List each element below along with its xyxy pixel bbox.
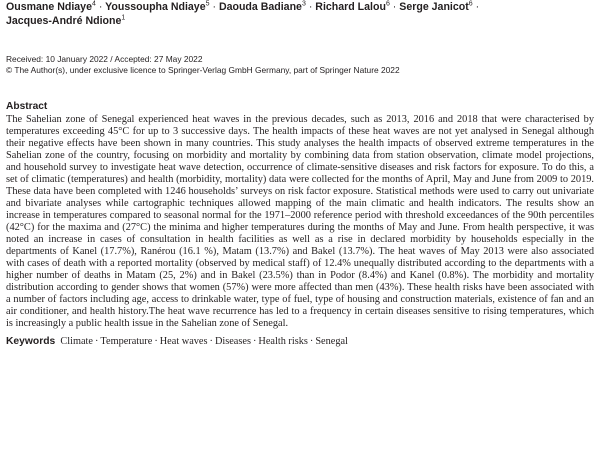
abstract-text: The Sahelian zone of Senegal experienced heat waves in the previous decades, such as 2013, 2016 and 2018 that were characterised by temperatures exceeding 45°C for up to 3 successive days. The health impacts of these heat waves are not yet analysed in Senegal although their negative effects have been shown in many countries. This study analyses the health impacts of observed extreme temperatures in the Sahelian zone of the country, focusing on morbidity and mortality by combining data from station observation, climate model projections, and household survey to investigate heat wave detection, occurrence of climate-sensitive diseases and risk factors for exposure. To do this, a set of climatic (temperatures) and health (morbidity, mortality) data were collected for the months of April, May and June from 2009 to 2019. These data have been completed with 1246 households’ surveys on risk factor exposure. Statistical methods were used to carry out univariate and bivariate analyses while cartographic techniques allowed mapping of the main climatic and health indicators. The results show an increase in temperatures compared to seasonal normal for the 1971–2000 reference period with threshold exceedances of the 90th percentiles (42°C) for the maxima and (27°C) the minima and higher temperatures during the months of May and June. From health perspective, it was noted an increase in cases of consultation in health facilities as well as a rise in declared morbidity by households especially in the departments of Kanel (17.7%), Ranérou (16.1 %), Matam (13.7%) and Bakel (13.7%). The heat waves of May 2013 were also associated with cases of death with a reported mortality (observed by medical staff) of 12.4% unequally distributed according to the departments with a higher number of deaths in Matam (25, 2%) and in Bakel (23.5%) than in Podor (8.4%) and Kanel (0.8%). The morbidity and mortality distribution according to gender shows that women (57%) were more affected than men (43%). These health risks have been associated with a number of factors including age, access to drinkable water, type of fuel, type of housing and construction materials, existence of fan and an air conditioner, and health history.The heat wave recurrence has led to a frequency in certain diseases sensitive to rising temperatures, which is increasingly a public health issue in the Sahelian zone of Senegal. [6,114,594,330]
keyword-separator: · [154,336,158,348]
received-accepted-dates: Received: 10 January 2022 / Accepted: 27 May 2022 [6,54,203,64]
author-separator: · [475,1,480,13]
author-name[interactable]: Serge Janicot [399,1,469,13]
author-name[interactable]: Ousmane Ndiaye [6,1,92,13]
keyword-item[interactable]: Heat waves [159,336,208,348]
keywords-line [6,336,594,348]
keyword-separator: · [309,336,314,348]
affiliation-mark: 4 [91,0,96,8]
article-dates [6,54,594,76]
affiliation-mark: 6 [385,0,390,8]
keyword-separator: · [209,336,213,348]
author-separator: · [212,1,216,13]
copyright-notice: © The Author(s), under exclusive licence to Springer-Verlag GmbH Germany, part of Springer Nature 2022 [6,65,400,76]
affiliation-mark: 1 [121,14,126,22]
keyword-item[interactable]: Health risks [258,336,308,348]
affiliation-mark: 5 [205,0,210,8]
article-page [6,0,594,348]
keywords-label: Keywords [6,336,56,348]
author-list [6,0,594,28]
keyword-separator: · [252,336,257,348]
author-name[interactable]: Jacques-André Ndione [6,15,122,27]
author-separator: · [392,1,397,13]
keyword-item[interactable]: Diseases [214,336,251,348]
keyword-item[interactable]: Senegal [315,336,348,348]
author-name[interactable]: Youssoupha Ndiaye [105,1,206,13]
abstract-heading: Abstract [6,101,48,113]
author-separator: · [98,1,103,13]
affiliation-mark: 3 [301,0,306,8]
author-separator: · [308,1,313,13]
author-name[interactable]: Richard Lalou [315,1,386,13]
affiliation-mark: 6 [468,0,473,8]
keyword-item[interactable]: Temperature [100,336,153,348]
author-name[interactable]: Daouda Badiane [218,1,302,13]
keyword-item[interactable]: Climate [60,336,93,348]
keyword-separator: · [94,336,99,348]
